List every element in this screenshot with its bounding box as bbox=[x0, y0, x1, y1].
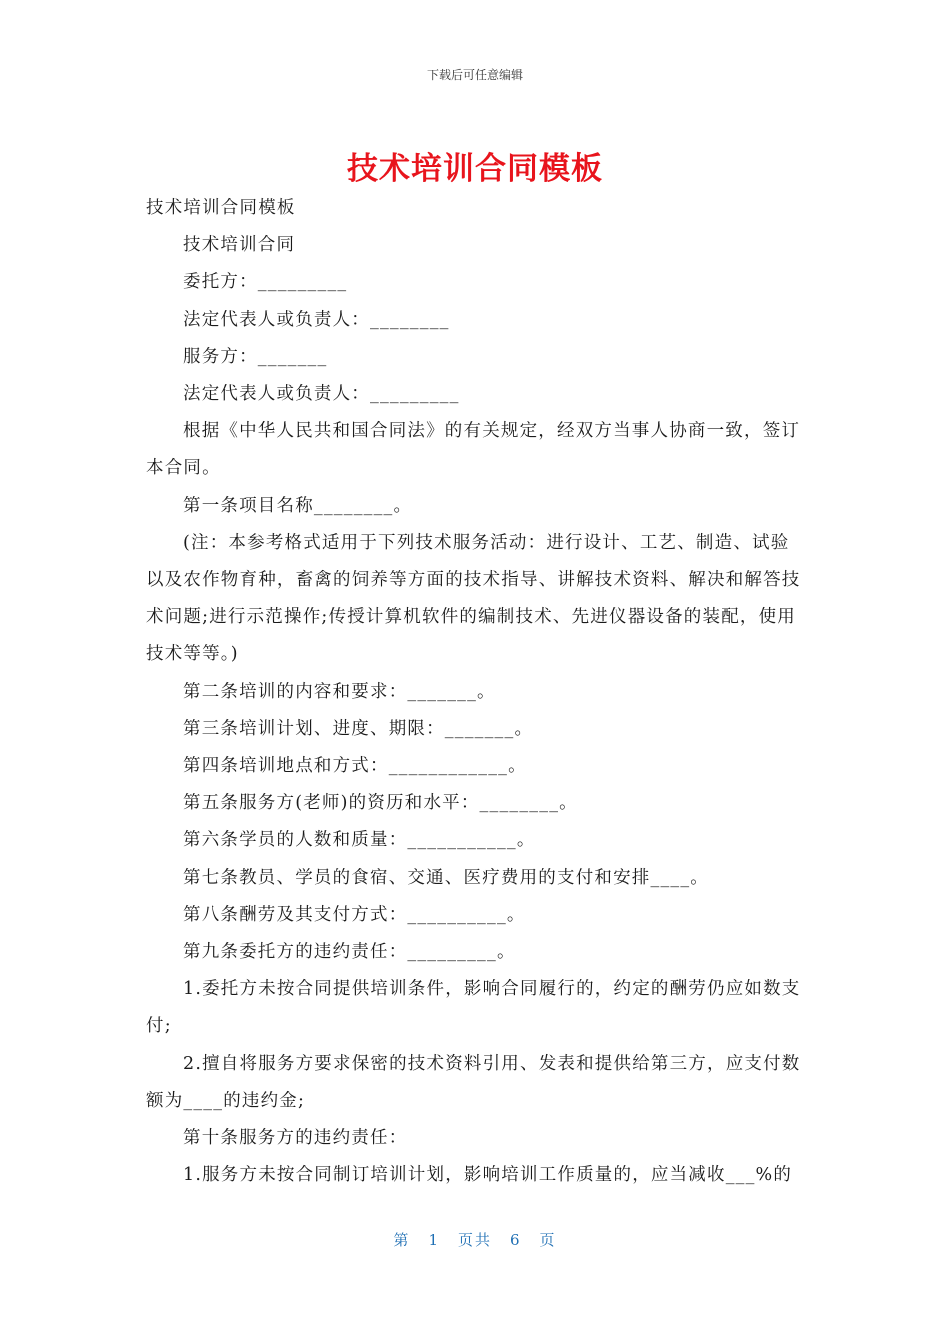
footer-middle: 页共 bbox=[457, 1231, 492, 1249]
paragraph-preamble: 根据《中华人民共和国合同法》的有关规定，经双方当事人协商一致，签订本合同。 bbox=[146, 421, 801, 479]
header-note: 下载后可任意编辑 bbox=[426, 68, 523, 82]
paragraph-provider: 服务方：_______ bbox=[183, 346, 328, 367]
paragraph-article-6: 第六条学员的人数和质量：___________。 bbox=[183, 830, 536, 851]
footer-total-pages: 6 bbox=[510, 1231, 522, 1249]
paragraph-article-3: 第三条培训计划、进度、期限：_______。 bbox=[183, 718, 534, 739]
paragraph-article-5: 第五条服务方(老师)的资历和水平：________。 bbox=[183, 793, 578, 814]
paragraph-article-9: 第九条委托方的违约责任：_________。 bbox=[183, 942, 516, 963]
document-body bbox=[146, 190, 806, 1194]
page-footer bbox=[0, 1229, 950, 1250]
paragraph-contract-name: 技术培训合同 bbox=[183, 235, 296, 256]
paragraph-provider-representative: 法定代表人或负责人：_________ bbox=[183, 384, 460, 405]
paragraph-article-4: 第四条培训地点和方式：____________。 bbox=[183, 756, 527, 777]
paragraph-article-9-item-1: 1.委托方未按合同提供培训条件，影响合同履行的，约定的酬劳仍应如数支付; bbox=[146, 979, 801, 1037]
paragraph-note: (注：本参考格式适用于下列技术服务活动：进行设计、工艺、制造、试验以及农作物育种，畜禽的饲养等方面的技术指导、讲解技术资料、解决和解答技术问题;进行示范操作;传授计算机软件的编制技术、先进仪器设备的装配，使用技术等等。) bbox=[146, 532, 801, 665]
paragraph-doc-heading: 技术培训合同模板 bbox=[146, 198, 296, 218]
footer-page-number: 1 bbox=[428, 1231, 440, 1249]
paragraph-article-2: 第二条培训的内容和要求：_______。 bbox=[183, 681, 496, 702]
paragraph-article-1: 第一条项目名称________。 bbox=[183, 495, 413, 516]
paragraph-article-10: 第十条服务方的违约责任： bbox=[183, 1128, 408, 1149]
document-title: 技术培训合同模板 bbox=[347, 151, 603, 187]
paragraph-article-8: 第八条酬劳及其支付方式：__________。 bbox=[183, 904, 526, 925]
footer-prefix: 第 bbox=[393, 1231, 411, 1249]
footer-suffix: 页 bbox=[539, 1231, 557, 1249]
paragraph-client-representative: 法定代表人或负责人：________ bbox=[183, 309, 450, 330]
paragraph-article-10-item-1: 1.服务方未按合同制订培训计划，影响培训工作质量的，应当减收___%的 bbox=[183, 1165, 793, 1186]
paragraph-client: 委托方：_________ bbox=[183, 272, 348, 293]
paragraph-article-9-item-2: 2.擅自将服务方要求保密的技术资料引用、发表和提供给第三方，应支付数额为____的违约金; bbox=[146, 1053, 801, 1111]
paragraph-article-7: 第七条教员、学员的食宿、交通、医疗费用的支付和安排____。 bbox=[183, 867, 709, 888]
